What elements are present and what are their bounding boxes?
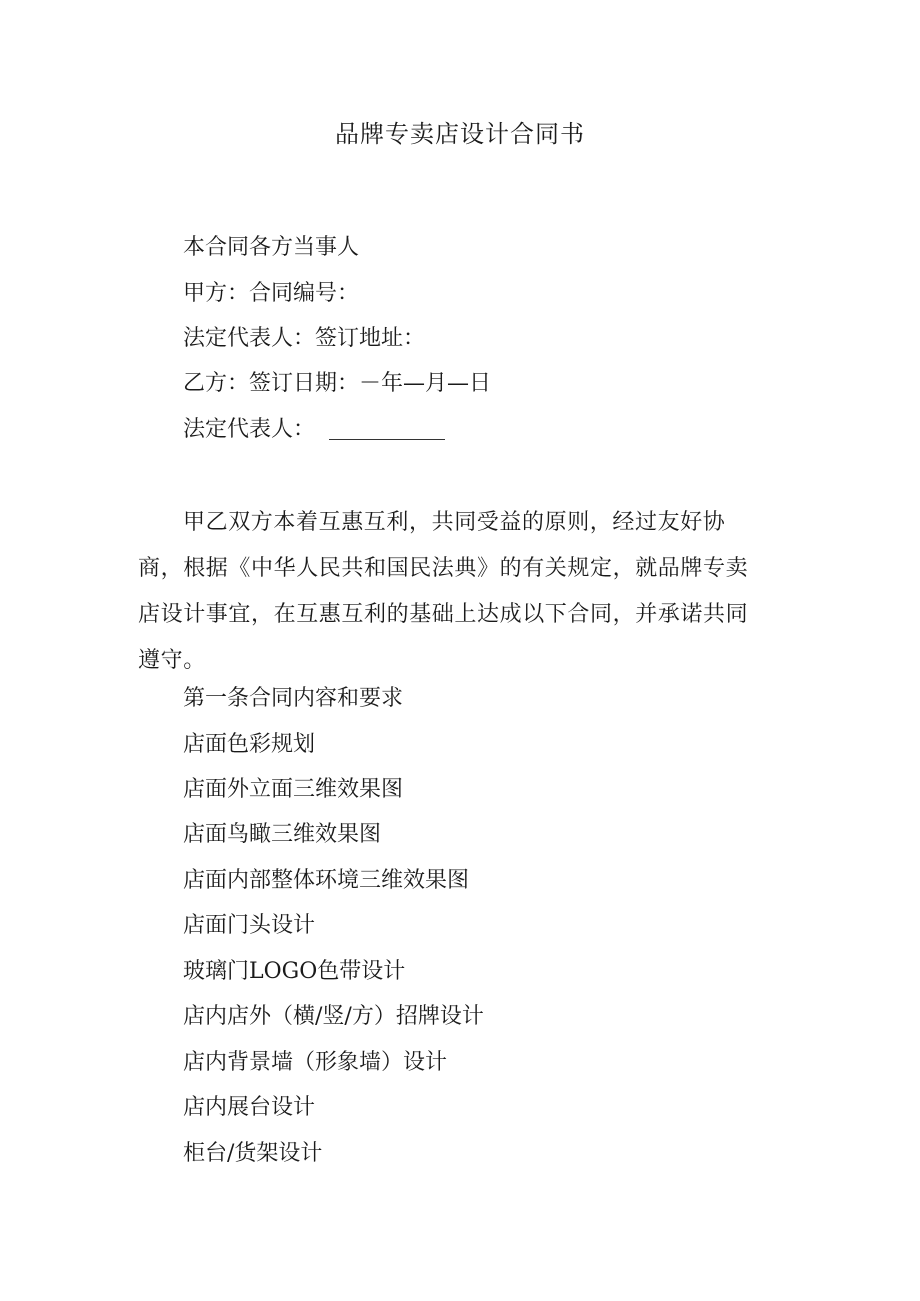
legal-rep-b-row [183,414,445,446]
list-item: 柜台/货架设计 [183,1141,323,1166]
intro-paragraph: 甲乙双方本着互惠互利，共同受益的原则，经过友好协商，根据《中华人民共和国民法典》的有关规定，就品牌专卖店设计事宜，在互惠互利的基础上达成以下合同，并承诺共同遵守。 [138,510,749,673]
article-1-heading: 第一条合同内容和要求 [183,686,404,711]
list-item: 店面色彩规划 [183,732,316,757]
legal-rep-b-label: 法定代表人： [183,417,316,442]
parties-heading: 本合同各方当事人 [183,235,360,260]
list-item: 店内展台设计 [183,1095,316,1120]
list-item: 店内店外（横/竖/方）招牌设计 [183,1004,484,1029]
list-item: 店面外立面三维效果图 [183,777,404,802]
signature-blank-line [329,417,445,440]
list-item: 玻璃门LOGO色带设计 [183,959,406,984]
list-item: 店内背景墙（形象墙）设计 [183,1050,448,1075]
list-item: 店面内部整体环境三维效果图 [183,868,470,893]
party-b-line: 乙方：签订日期：－年—月—日 [183,371,492,396]
list-item: 店面鸟瞰三维效果图 [183,822,382,847]
party-a-line: 甲方：合同编号： [183,281,360,306]
document-title: 品牌专卖店设计合同书 [335,120,585,148]
legal-rep-a-line: 法定代表人：签订地址： [183,326,426,351]
list-item: 店面门头设计 [183,913,316,938]
